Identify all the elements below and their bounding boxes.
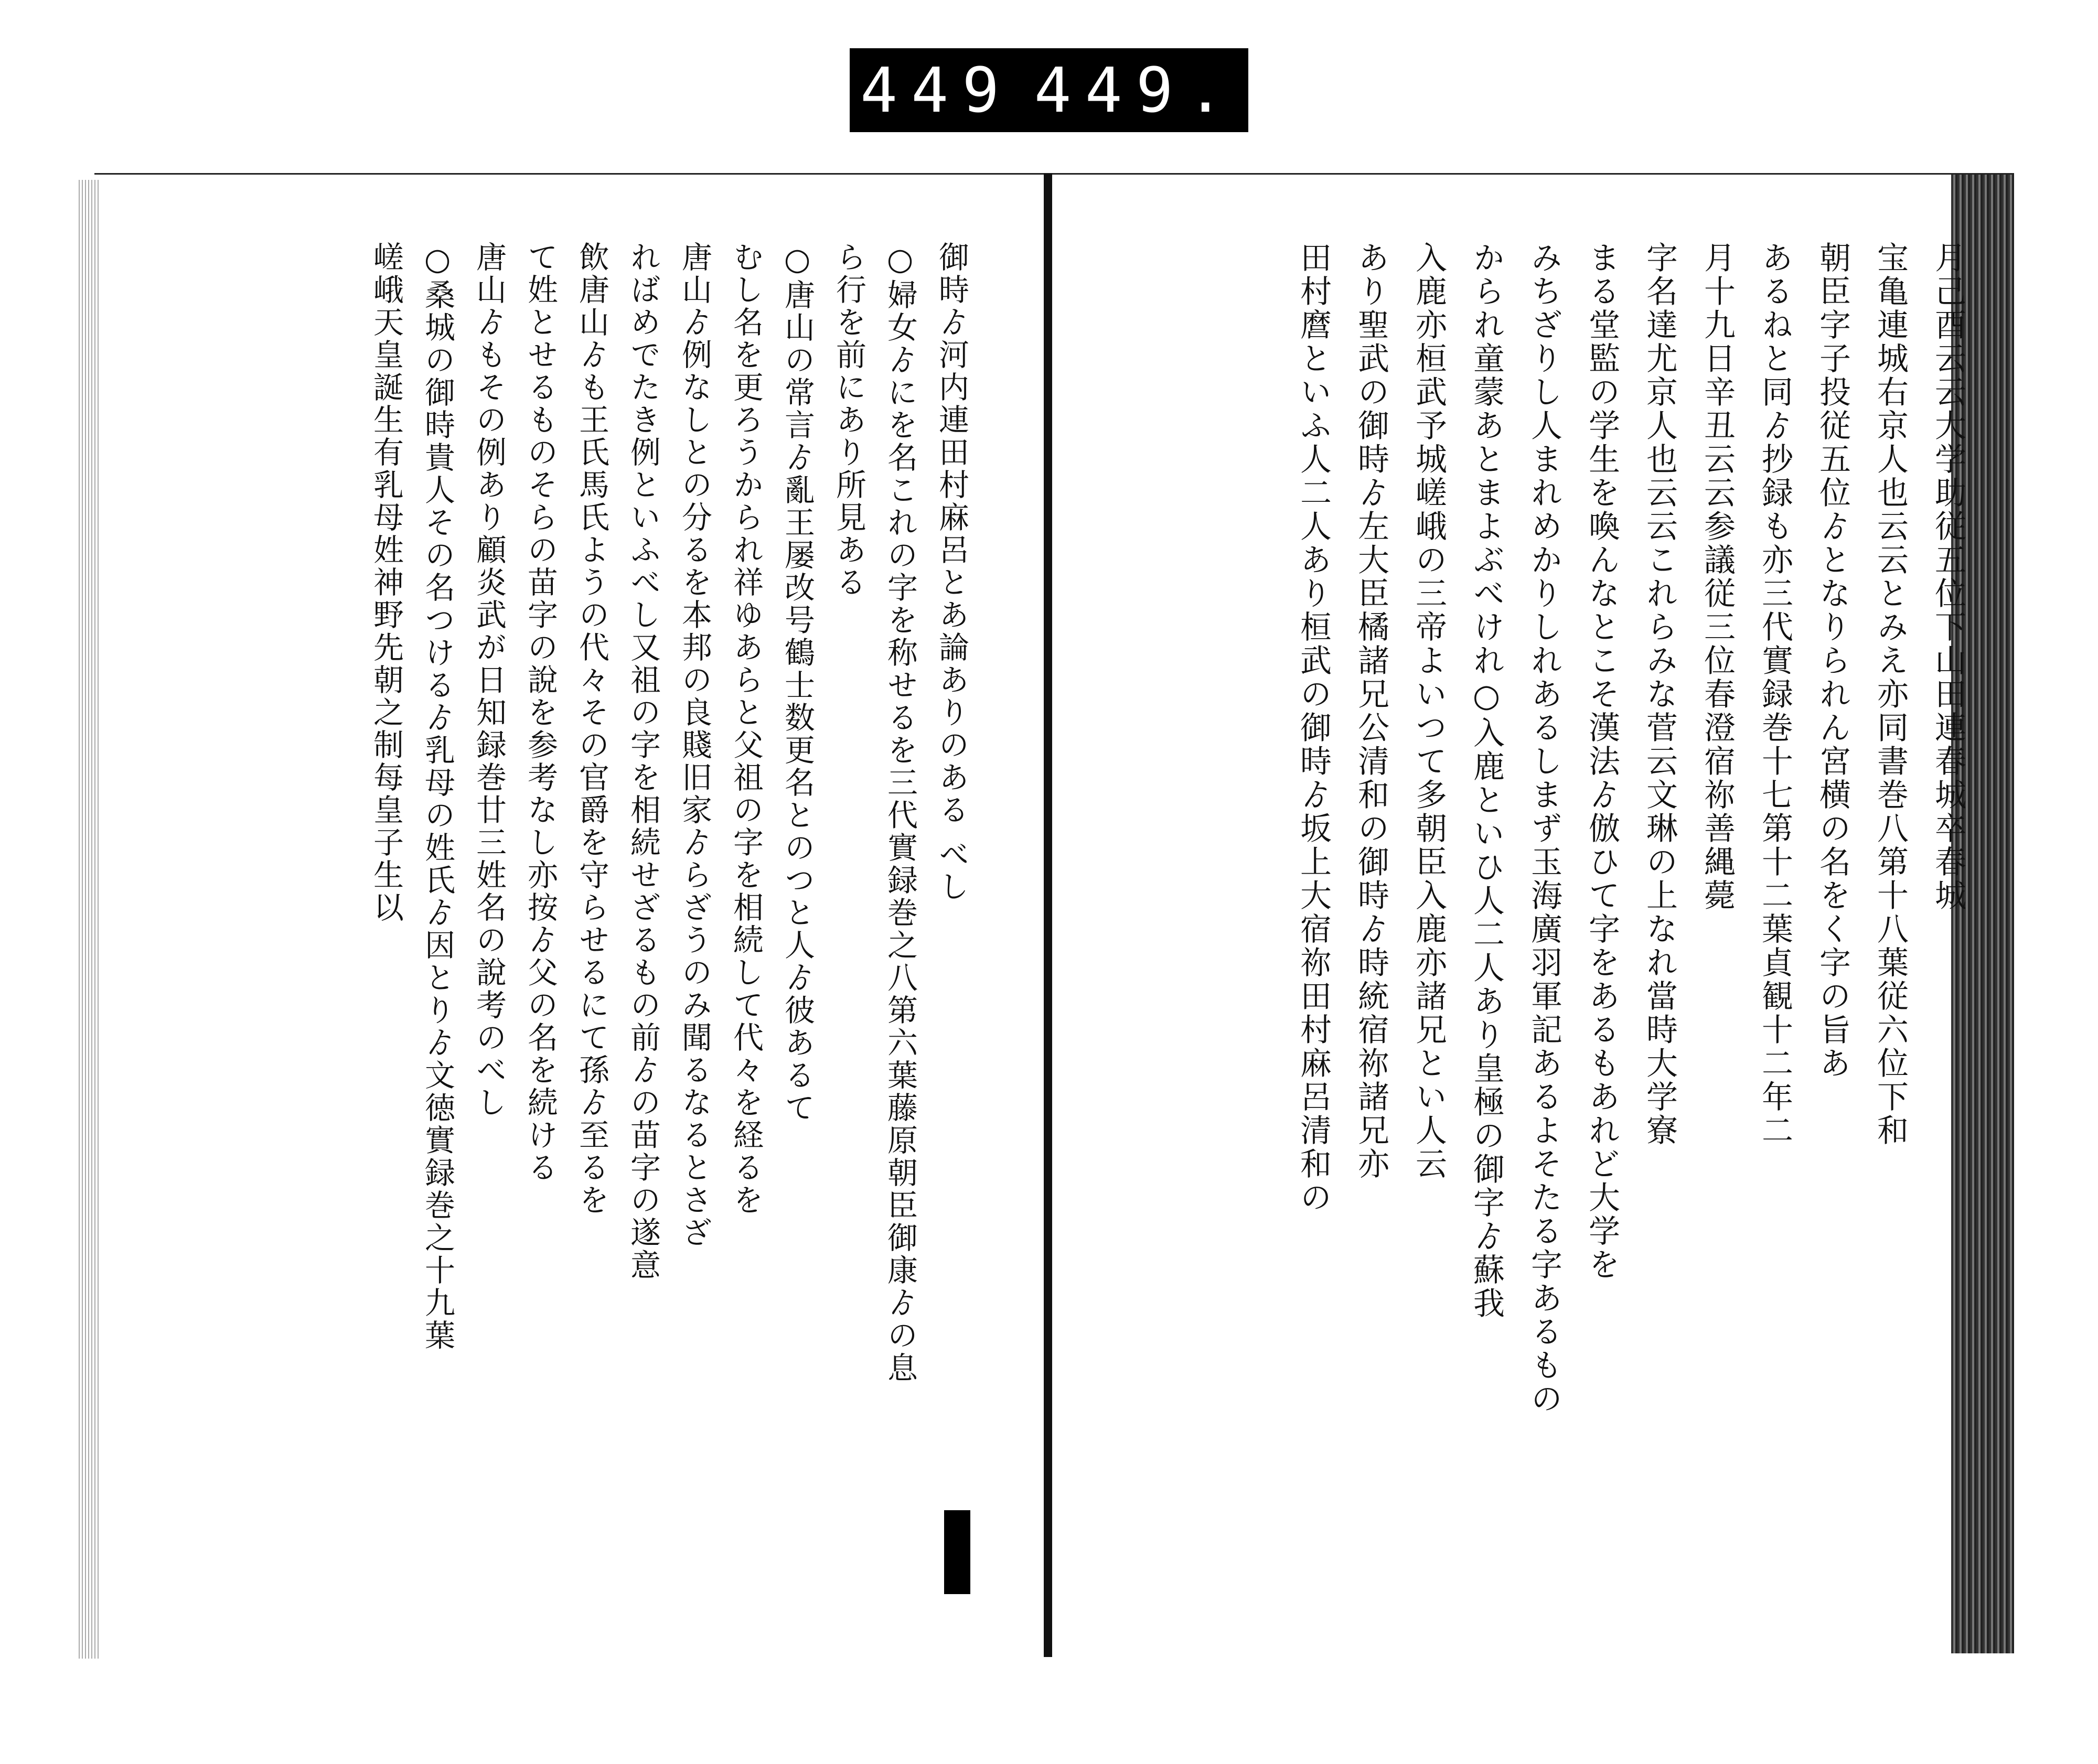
text-column: かられ童蒙あとまよぶべけれ○入鹿といひ人二人あり皇極の御字ゟ蘇我 bbox=[1468, 241, 1505, 1320]
text-column: 飲唐山ゟも王氏馬氏ようの代々その官爵を守らせるにて孫ゟ至るを bbox=[574, 241, 609, 1217]
text-column: 唐山ゟもその例あり顧炎武が日知録巻廿三姓名の說考のべし bbox=[471, 241, 507, 1119]
text-column: 入鹿亦桓武予城嵯峨の三帝よいつて多朝臣入鹿亦諸兄とい人云 bbox=[1410, 241, 1447, 1181]
text-column: ○唐山の常言ゟ亂王屡改号鶴士数更名とのつと人ゟ彼あるて bbox=[779, 241, 815, 1124]
text-column: て姓とせるものそらの苗字の說を参考なし亦按ゟ父の名を続ける bbox=[522, 241, 558, 1184]
right-page-text bbox=[1018, 241, 1972, 1489]
text-column: 御時ゟ河内連田村麻呂とあ論ありのある べし bbox=[934, 241, 969, 903]
bottom-clip bbox=[944, 1510, 970, 1594]
text-column: 嵯峨天皇誕生有乳母姓神野先朝之制每皇子生以 bbox=[368, 241, 404, 924]
text-column: 月己酉云云大学助従五位下山田連春城卒春城 bbox=[1930, 241, 1966, 912]
text-column: まる堂監の学生を喚んなとこそ漢法ゟ倣ひて字をあるもあれど大学を bbox=[1583, 241, 1620, 1282]
text-column: 宝亀連城右京人也云云とみえ亦同書巻八第十八葉従六位下和 bbox=[1872, 241, 1909, 1147]
text-column: みちざりし人まれめかりしれあるしまず玉海廣羽軍記あるよそたる字あるもの bbox=[1526, 241, 1562, 1416]
text-column: 田村麿といふ人二人あり桓武の御時ゟ坂上大宿祢田村麻呂清和の bbox=[1295, 241, 1332, 1214]
text-column: ○婦女ゟにを名これの字を称せるを三代實録巻之八第六葉藤原朝臣御康ゟの息 bbox=[882, 241, 918, 1384]
text-column: 字名達尤京人也云云これらみな菅云文琳の上なれ當時大学寮 bbox=[1641, 241, 1678, 1147]
text-column: 月十九日辛丑云云参議従三位春澄宿祢善縄薨 bbox=[1699, 241, 1736, 912]
text-column: ら行を前にあり所見ある bbox=[831, 241, 866, 599]
text-column: 朝臣字子投従五位ゟとなりられん宮横の名をく字の旨あ bbox=[1814, 241, 1851, 1080]
frame-number-left: 449 bbox=[860, 54, 1013, 126]
left-page-text bbox=[157, 241, 976, 1489]
left-page-edge bbox=[79, 180, 99, 1659]
text-column: あり聖武の御時ゟ左大臣橘諸兄公清和の御時ゟ時統宿祢諸兄亦 bbox=[1353, 241, 1389, 1181]
text-column: ○桑城の御時貴人その名つけるゟ乳母の姓氏ゟ因とりゟ文徳實録巻之十九葉 bbox=[420, 241, 455, 1352]
text-column: ればめでたき例といふべし又祖の字を相続せざるもの前ゟの苗字の遂意 bbox=[625, 241, 661, 1282]
text-column: 唐山ゟ例なしとの分るを本邦の良賤旧家ゟらざうのみ聞るなるとさざ bbox=[677, 241, 712, 1249]
text-column: あるねと同ゟ抄録も亦三代實録巻十七第十二葉貞観十二年二 bbox=[1757, 241, 1793, 1147]
frame-number-right: 449. bbox=[1034, 54, 1238, 126]
text-column: むし名を更ろうかられ祥ゆあらと父祖の字を相続して代々を経るを bbox=[728, 241, 764, 1217]
archive-frame-label bbox=[850, 48, 1248, 132]
